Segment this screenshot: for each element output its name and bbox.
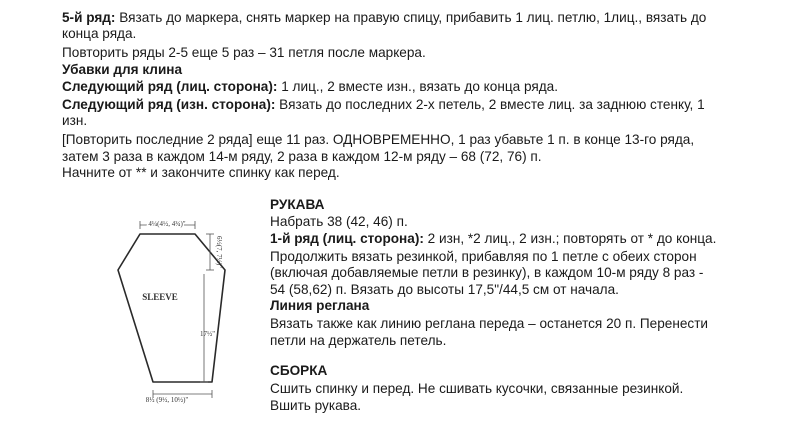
row5-text: Вязать до маркера, снять маркер на правую спицу, прибавить 1 лиц. петлю, 1лиц., вязать до xyxy=(115,10,707,25)
next-row-ws-line-1 xyxy=(62,96,705,113)
sleeves-cast-on: Набрать 38 (42, 46) п. xyxy=(270,214,408,229)
sleeves-continue-line-3: 54 (58,62) п. Вязать до высоты 17,5"/44,5 см от начала. xyxy=(270,282,619,297)
sleeve-outline xyxy=(118,234,225,382)
next-row-ws-label: Следующий ряд (изн. сторона): xyxy=(62,97,276,112)
assembly-heading: СБОРКА xyxy=(270,363,328,378)
row5-label: 5-й ряд: xyxy=(62,10,116,25)
next-row-ws-line-2: изн. xyxy=(62,113,88,128)
assembly-line-1: Сшить спинку и перед. Не сшивать кусочки, связанные резинкой. xyxy=(270,381,684,396)
top-width-label: 4¼(4½, 4¾)" xyxy=(148,220,186,228)
next-row-rs-label: Следующий ряд (лиц. сторона): xyxy=(62,79,278,94)
wedge-decrease-heading: Убавки для клина xyxy=(62,62,183,77)
next-row-ws-text: Вязать до последних 2-х петель, 2 вместе лиц. за заднюю стенку, 1 xyxy=(275,97,705,112)
raglan-line-2: петли на держатель петель. xyxy=(270,333,447,348)
repeat-last-line-2: затем 3 раза в каждом 14-м ряду, 2 раза в каждом 12-м ряду – 68 (72, 76) п. xyxy=(62,149,542,164)
repeat-rows-text: Повторить ряды 2-5 еще 5 раз – 31 петля после маркера. xyxy=(62,45,426,60)
next-row-rs-text: 1 лиц., 2 вместе изн., вязать до конца ряда. xyxy=(277,79,558,94)
sleeves-row1-text: 2 изн, *2 лиц., 2 изн.; повторять от * до конца. xyxy=(423,231,717,246)
bottom-width-label: 8½ (9½, 10½)" xyxy=(145,396,189,404)
repeat-last-line-1: [Повторить последние 2 ряда] еще 11 раз. ОДНОВРЕМЕННО, 1 раз убавьте 1 п. в конце 13-го ряда, xyxy=(62,132,695,147)
sleeves-row1 xyxy=(270,230,716,247)
sleeves-continue-line-1: Продолжить вязать резинкой, прибавляя по 1 петле с обеих сторон xyxy=(270,249,697,264)
sleeve-schematic xyxy=(100,212,260,412)
row5-line-1 xyxy=(62,9,706,26)
assembly-line-2: Вшить рукава. xyxy=(270,398,362,413)
raglan-heading: Линия реглана xyxy=(270,298,370,313)
length-label: 17½" xyxy=(200,330,216,338)
raglan-line-1: Вязать также как линию реглана переда – останется 20 п. Перенести xyxy=(270,316,709,331)
sleeves-heading: РУКАВА xyxy=(270,197,325,212)
row5-line-2: конца ряда. xyxy=(62,26,137,41)
next-row-rs xyxy=(62,78,558,95)
sleeves-continue-line-2: (включая добавляемые петли в резинку), в каждом 10-м ряду 8 раз - xyxy=(270,265,704,280)
sleeve-label: SLEEVE xyxy=(142,292,178,302)
start-from-text: Начните от ** и закончите спинку как перед. xyxy=(62,165,340,180)
sleeves-row1-label: 1-й ряд (лиц. сторона): xyxy=(270,231,424,246)
raglan-height-label: 6½(7, 7½)" xyxy=(215,235,223,269)
